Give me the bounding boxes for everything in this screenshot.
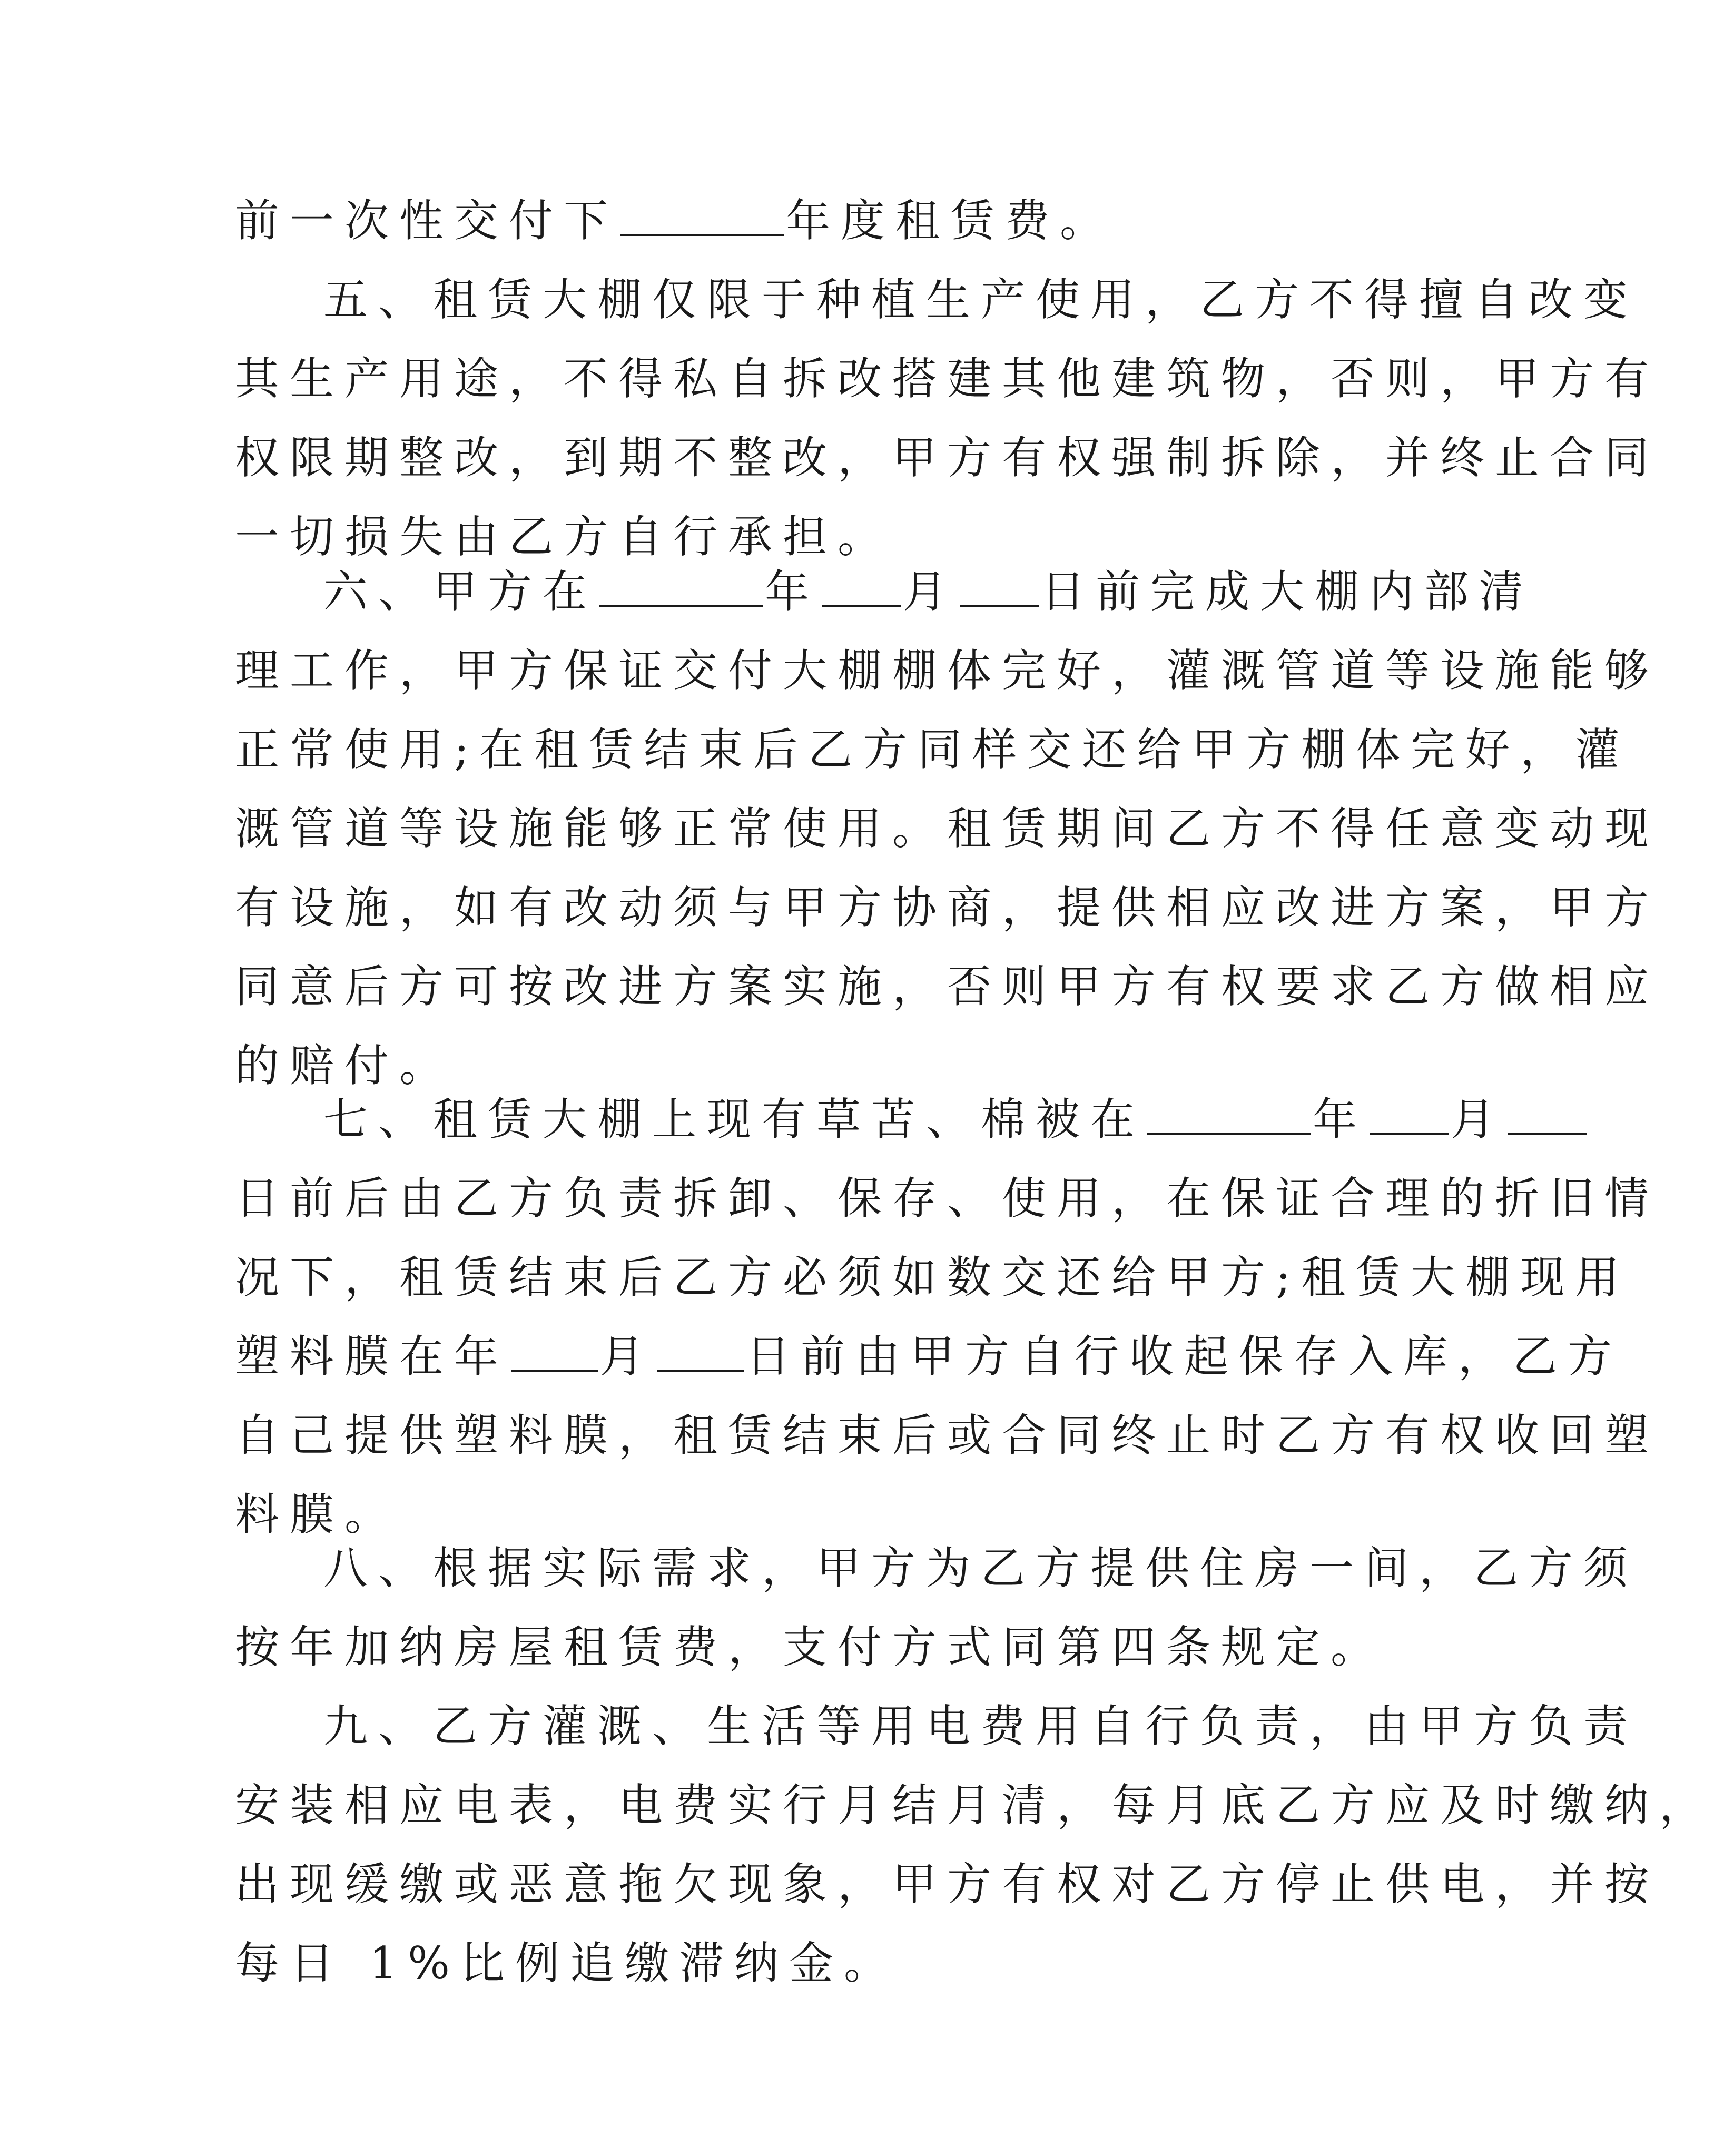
fill-in-blank-year[interactable] [599, 570, 763, 607]
fill-in-blank-month[interactable] [1370, 1098, 1449, 1135]
paragraph-6-line-3: 正常使用;在租赁结束后乙方同样交还给甲方棚体完好，灌 [235, 724, 1630, 775]
paragraph-8-line-2: 按年加纳房屋租赁费，支付方式同第四条规定。 [235, 1621, 1386, 1673]
paragraph-5-line-4: 一切损失由乙方自行承担。 [235, 511, 893, 563]
paragraph-6-line-1 [323, 557, 1534, 626]
paragraph-9-line-2: 安装相应电表，电费实行月结月清，每月底乙方应及时缴纳， [235, 1779, 1714, 1831]
paragraph-7-line-6: 料膜。 [235, 1489, 400, 1540]
text-run: 七、租赁大棚上现有草苫、棉被在 [323, 1094, 1146, 1145]
fill-in-blank-year[interactable] [620, 199, 784, 236]
paragraph-9-line-1: 九、乙方灌溉、生活等用电费用自行负责，由甲方负责 [323, 1700, 1639, 1752]
fill-in-blank-month[interactable] [822, 570, 901, 607]
paragraph-7-line-4 [235, 1322, 1623, 1391]
text-run: 日前完成大棚内部清 [1041, 566, 1534, 617]
text-run: 前一次性交付下 [235, 195, 619, 247]
paragraph-6-line-7: 的赔付。 [235, 1040, 455, 1091]
paragraph-6-line-4: 溉管道等设施能够正常使用。租赁期间乙方不得任意变动现 [235, 803, 1660, 854]
paragraph-8-line-1: 八、根据实际需求，甲方为乙方提供住房一间，乙方须 [323, 1542, 1639, 1594]
text-run: 塑料膜在年 [235, 1331, 509, 1382]
paragraph-7-line-5: 自己提供塑料膜，租赁结束后或合同终止时乙方有权收回塑 [235, 1410, 1660, 1461]
text-run: 月 [600, 1331, 655, 1382]
text-run: 年 [1313, 1094, 1368, 1145]
paragraph-9-line-3: 出现缓缴或恶意拖欠现象，甲方有权对乙方停止供电，并按 [235, 1858, 1660, 1910]
paragraph-6-line-6: 同意后方可按改进方案实施，否则甲方有权要求乙方做相应 [235, 961, 1660, 1012]
text-run: 六、甲方在 [323, 566, 598, 617]
paragraph-9-line-4: 每日 1%比例追缴滞纳金。 [235, 1937, 899, 1989]
paragraph-5-line-1: 五、租赁大棚仅限于种植生产使用，乙方不得擅自改变 [323, 274, 1639, 326]
paragraph-7-line-1 [323, 1085, 1506, 1154]
fill-in-blank-day[interactable] [960, 570, 1039, 607]
text-run: 月 [1451, 1094, 1506, 1145]
paragraph-7-line-3: 况下，租赁结束后乙方必须如数交还给甲方;租赁大棚现用 [235, 1252, 1630, 1303]
fill-in-blank-day[interactable] [657, 1335, 744, 1372]
text-run: 年度租赁费。 [786, 195, 1115, 247]
fill-in-blank-day[interactable] [1508, 1098, 1587, 1135]
text-run: 年 [765, 566, 820, 617]
paragraph-5-line-3: 权限期整改，到期不整改，甲方有权强制拆除，并终止合同 [235, 432, 1660, 484]
paragraph-5-line-2: 其生产用途，不得私自拆改搭建其他建筑物，否则，甲方有 [235, 353, 1660, 405]
text-run: 日前由甲方自行收起保存入库，乙方 [746, 1331, 1623, 1382]
paragraph-7-line-2: 日前后由乙方负责拆卸、保存、使用，在保证合理的折旧情 [235, 1173, 1660, 1224]
paragraph-4-line-1 [235, 186, 1302, 255]
fill-in-blank-year[interactable] [1147, 1098, 1311, 1135]
paragraph-6-line-2: 理工作，甲方保证交付大棚棚体完好，灌溉管道等设施能够 [235, 645, 1660, 696]
text-run: 月 [903, 566, 958, 617]
fill-in-blank-month[interactable] [511, 1335, 598, 1372]
paragraph-6-line-5: 有设施，如有改动须与甲方协商，提供相应改进方案，甲方 [235, 882, 1660, 933]
